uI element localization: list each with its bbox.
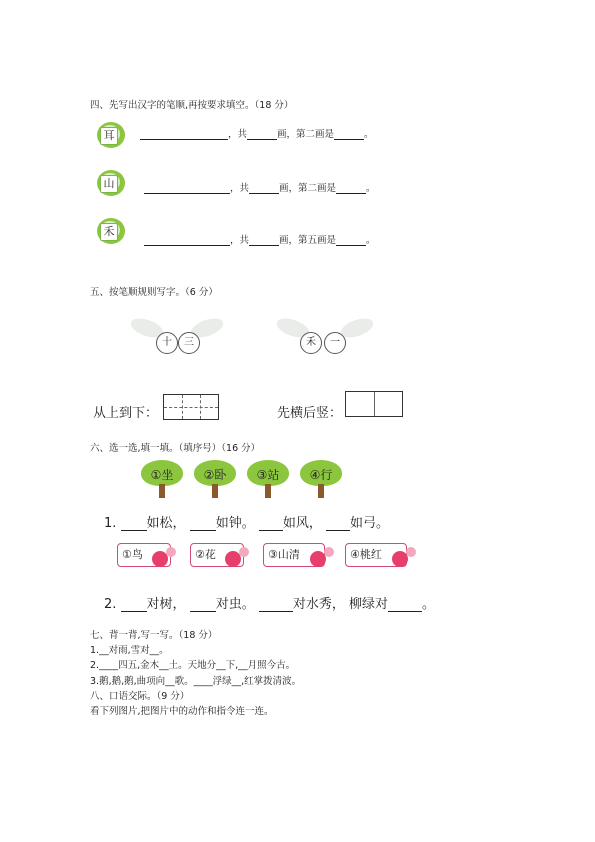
rule-horizontal-then-vertical-label: 先横后竖： [277,406,343,421]
answer-blank[interactable] [334,129,364,140]
answer-blank[interactable] [259,518,283,531]
section-8-instruction: 看下列图片,把图片中的动作和指令连一连。 [90,706,274,717]
answer-blank[interactable] [388,599,422,612]
section-4-heading: 四、先写出汉字的笔顺,再按要求填空。（18 分） [90,100,294,111]
stroke-order-line-2: ，共 画，第二画是 。 [144,180,376,194]
answer-blank[interactable] [144,235,230,246]
option-card: ④桃红 [345,543,407,567]
flower-icon [324,547,334,557]
stroke-order-line-3: ，共 画，第五画是 。 [144,232,376,246]
answer-blank[interactable] [326,518,350,531]
leaf-icon [96,216,126,246]
answer-blank[interactable] [336,235,366,246]
option-card: ③山清 [263,543,325,567]
answer-blank[interactable] [247,129,277,140]
flower-icon [406,547,416,557]
character-circle: 三 [178,332,200,354]
answer-blank[interactable] [336,183,366,194]
writing-grid[interactable] [163,394,219,420]
answer-blank[interactable] [121,518,147,531]
character-box: 禾 [100,223,118,241]
answer-blank[interactable] [249,183,279,194]
option-card: ②花 [190,543,244,567]
writing-grid[interactable] [345,391,403,417]
tree-option: ④行 [300,460,342,498]
answer-blank[interactable] [140,129,228,140]
question-1: 1. 如松， 如钟。 如风， 如弓。 [104,516,390,531]
leaf-icon [96,120,126,150]
question-2: 2. 对树， 对虫。 对水秀， 柳绿对 。 [104,597,436,612]
recite-line-2: 2.____四五,金木__土。天地分__下,__月照今古。 [90,660,296,671]
section-8-heading: 八、口语交际。（9 分） [90,691,190,702]
section-5-heading: 五、按笔顺规则写字。（6 分） [90,287,218,298]
dove-decoration-left [130,318,226,358]
character-circle: 十 [156,332,178,354]
character-circle: 禾 [300,332,322,354]
stroke-order-line-1: ，共 画，第二画是 。 [140,126,374,140]
tree-option: ②卧 [194,460,236,498]
section-6-heading: 六、选一选,填一填。（填序号）（16 分） [90,443,261,454]
recite-line-1: 1.__对雨,雪对__。 [90,645,169,656]
character-box: 山 [100,175,118,193]
character-box: 耳 [100,127,118,145]
rule-top-to-bottom-label: 从上到下： [93,406,159,421]
answer-blank[interactable] [190,518,216,531]
answer-blank[interactable] [144,183,230,194]
answer-blank[interactable] [249,235,279,246]
dove-decoration-right [276,318,376,358]
answer-blank[interactable] [121,599,147,612]
tree-option: ③站 [247,460,289,498]
section-7-heading: 七、背一背,写一写。（18 分） [90,630,218,641]
answer-blank[interactable] [259,599,293,612]
flower-icon [239,547,249,557]
flower-icon [166,547,176,557]
answer-blank[interactable] [190,599,216,612]
tree-option: ①坐 [141,460,183,498]
option-card: ①鸟 [117,543,171,567]
recite-line-3: 3.鹅,鹅,鹅,曲项向__歌。____浮绿__,红掌拨清波。 [90,676,302,687]
character-circle: 一 [324,332,346,354]
leaf-icon [96,168,126,198]
